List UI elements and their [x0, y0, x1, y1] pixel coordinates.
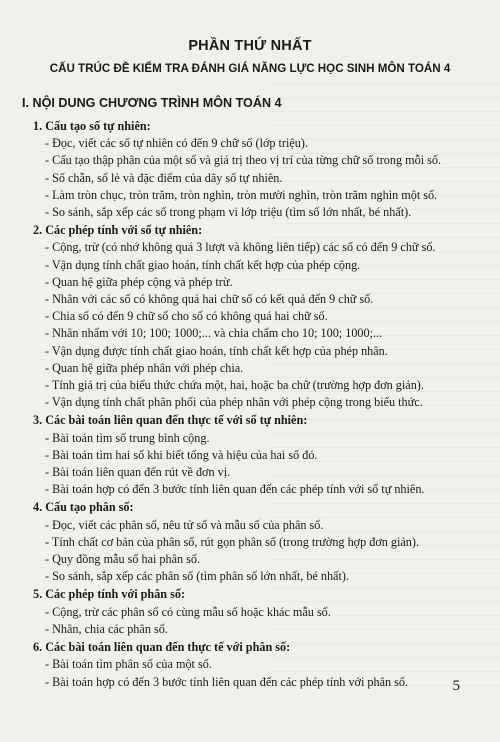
page-title: PHẦN THỨ NHẤT	[188, 38, 312, 54]
topic-item: - Đọc, viết các số tự nhiên có đến 9 chữ số (lớp triệu).	[45, 136, 308, 151]
topic-item: - Nhân nhẩm với 10; 100; 1000;... và chia chẩm cho 10; 100; 1000;...	[45, 326, 383, 341]
topic-item: - Cộng, trừ các phân số có cùng mẫu số hoặc khác mẫu số.	[45, 604, 331, 619]
topic-item: - Vận dụng tính chất phân phối của phép nhân với phép cộng trong biểu thức.	[45, 395, 423, 410]
topic-item: - Tính giá trị của biểu thức chứa một, hai, hoặc ba chữ (trường hợp đơn giản).	[45, 378, 424, 393]
page-subtitle: CẤU TRÚC ĐỀ KIỂM TRA ĐÁNH GIÁ NĂNG LỰC HỌC SINH MÔN TOÁN 4	[49, 62, 451, 75]
topic-item: - So sánh, sắp xếp các phân số (tìm phân số lớn nhất, bé nhất).	[45, 569, 349, 584]
topic-block	[33, 118, 478, 221]
topic-item: - Số chẵn, số lẻ và đặc điểm của dãy số tự nhiên.	[45, 170, 283, 185]
topic-item: - Bài toán liên quan đến rút về đơn vị.	[45, 465, 231, 480]
topic-heading: 1. Cấu tạo số tự nhiên:	[33, 119, 151, 133]
section-heading: I. NỘI DUNG CHƯƠNG TRÌNH MÔN TOÁN 4	[22, 96, 282, 110]
topic-item: - Quan hệ giữa phép nhân với phép chia.	[45, 360, 244, 375]
topic-item: - Nhân, chia các phân số.	[45, 621, 168, 636]
topics-list	[33, 117, 478, 691]
topic-item: - Làm tròn chục, tròn trăm, tròn nghìn, tròn mười nghìn, tròn trăm nghìn một số.	[45, 187, 438, 202]
topic-item: - So sánh, sắp xếp các số trong phạm vi lớp triệu (tìm số lớn nhất, bé nhất).	[45, 205, 412, 220]
topic-item: - Cộng, trừ (có nhớ không quá 3 lượt và không liên tiếp) các số có đến 9 chữ số.	[45, 240, 436, 255]
topic-item: - Quan hệ giữa phép cộng và phép trừ.	[45, 274, 233, 289]
topic-item: - Quy đồng mẫu số hai phân số.	[45, 552, 201, 567]
topic-item: - Cấu tạo thập phân của một số và giá trị theo vị trí của từng chữ số trong mỗi số.	[45, 153, 442, 168]
topic-heading: 3. Các bài toán liên quan đến thực tế với số tự nhiên:	[33, 413, 308, 428]
topic-item: - Vận dụng được tính chất giao hoán, tính chất kết hợp của phép nhân.	[45, 343, 388, 358]
topic-heading: 4. Cấu tạo phân số:	[33, 500, 134, 515]
topic-block	[33, 499, 478, 585]
topic-heading: 5. Các phép tính với phân số:	[33, 587, 186, 602]
topic-block	[33, 412, 478, 498]
topic-item: - Bài toán tìm số trung bình cộng.	[45, 430, 210, 445]
topic-block	[33, 222, 478, 411]
topic-item: - Chia số có đến 9 chữ số cho số có không quá hai chữ số.	[45, 309, 328, 324]
topic-heading: 6. Các bài toán liên quan đến thực tế với phân số:	[33, 640, 291, 655]
topic-item: - Đọc, viết các phân số, nêu tử số và mẫu số của phân số.	[45, 517, 324, 532]
topic-item: - Tính chất cơ bản của phân số, rút gọn phân số (trong trường hợp đơn giản).	[45, 534, 420, 549]
topic-item: - Nhân với các số có không quá hai chữ số có kết quả đến 9 chữ số.	[45, 292, 374, 307]
topic-item: - Bài toán tìm phân số của một số.	[45, 657, 212, 672]
topic-item: - Bài toán tìm hai số khi biết tổng và hiệu của hai số đó.	[45, 447, 318, 462]
topic-item: - Bài toán hợp có đến 3 bước tính liên quan đến các phép tính với phân số.	[45, 674, 409, 689]
topic-item: - Bài toán hợp có đến 3 bước tính liên quan đến các phép tính với số tự nhiên.	[45, 482, 425, 497]
topic-item: - Vận dụng tính chất giao hoán, tính chất kết hợp của phép cộng.	[45, 257, 361, 272]
page-number: 5	[452, 678, 460, 694]
topic-block	[33, 586, 478, 638]
topic-block	[33, 639, 478, 691]
topic-heading: 2. Các phép tính với số tự nhiên:	[33, 223, 203, 238]
